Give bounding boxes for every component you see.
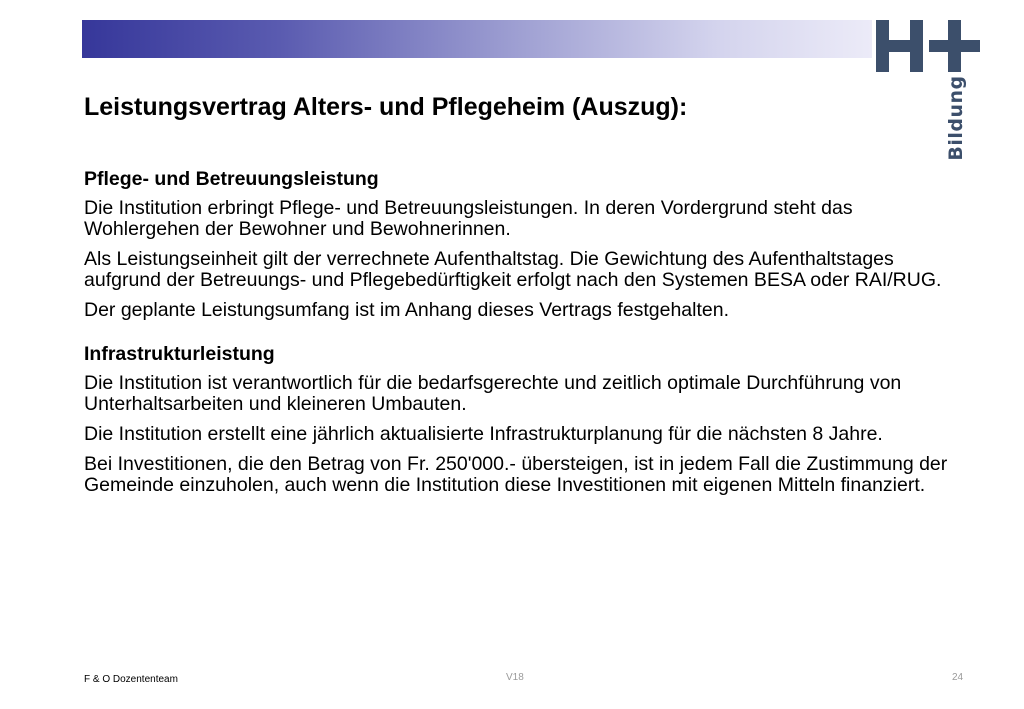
content-body xyxy=(84,168,964,505)
logo-subtitle: Bildung xyxy=(945,75,967,161)
section-infrastruktur xyxy=(84,343,964,496)
page-number: 24 xyxy=(952,672,964,683)
header-gradient-bar xyxy=(82,20,872,58)
paragraph: Die Institution erbringt Pflege- und Betreuungsleistungen. In deren Vordergrund steht das Wohlergehen der Bewohner und Bewohnerinnen. xyxy=(84,197,853,240)
paragraph: Der geplante Leistungsumfang ist im Anhang dieses Vertrags festgehalten. xyxy=(84,299,729,321)
paragraph: Die Institution erstellt eine jährlich aktualisierte Infrastrukturplanung für die nächsten 8 Jahre. xyxy=(84,423,883,445)
footer-author: F & O Dozententeam xyxy=(84,674,178,685)
section-pflege xyxy=(84,168,964,321)
paragraph: Die Institution ist verantwortlich für die bedarfsgerechte und zeitlich optimale Durchführung von Unterhaltsarbeiten und kleineren Umbauten. xyxy=(84,372,902,415)
hplus-logo-icon xyxy=(876,18,986,161)
paragraph: Bei Investitionen, die den Betrag von Fr. 250'000.- übersteigen, ist in jedem Fall die Zustimmung der Gemeinde einzuholen, auch wenn die Institution diese Investitionen mit eigenen Mitteln finanziert. xyxy=(84,453,948,496)
section-heading: Pflege- und Betreuungsleistung xyxy=(84,168,379,190)
section-heading: Infrastrukturleistung xyxy=(84,343,275,365)
paragraph: Als Leistungseinheit gilt der verrechnete Aufenthaltstag. Die Gewichtung des Aufenthaltstages aufgrund der Betreuungs- und Pflegebedürftigkeit erfolgt nach den Systemen BESA oder RAI/RUG. xyxy=(84,248,942,291)
footer-version: V18 xyxy=(506,672,524,683)
page-title: Leistungsvertrag Alters- und Pflegeheim (Auszug): xyxy=(84,93,688,121)
